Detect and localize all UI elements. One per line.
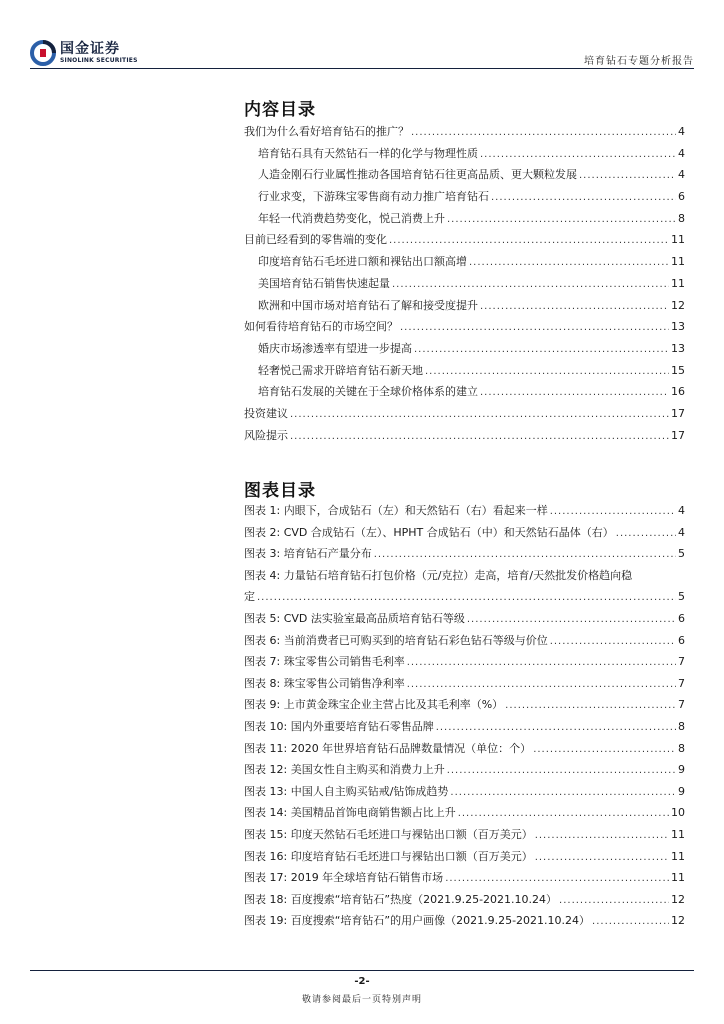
toc-entry[interactable]: [244, 210, 685, 232]
entry-title[interactable]: 欧洲和中国市场对培育钻石了解和接受度提升: [258, 298, 478, 312]
entry-page-number[interactable]: 4: [678, 125, 685, 138]
entry-title[interactable]: 图表 5: CVD 法实验室最高品质培育钻石等级: [244, 611, 465, 625]
entry-title[interactable]: 我们为什么看好培育钻石的推广？: [244, 125, 409, 138]
page-number: -2-: [354, 976, 370, 987]
toc-entry[interactable]: [244, 188, 685, 210]
figure-entry[interactable]: [244, 545, 685, 567]
entry-title[interactable]: 图表 13: 中国人自主购买钻戒/钻饰成趋势: [244, 784, 449, 798]
entry-page-number[interactable]: 4: [678, 504, 685, 517]
dot-leader: [616, 528, 676, 539]
toc-entry[interactable]: [244, 427, 685, 449]
entry-page-number[interactable]: 11: [671, 871, 685, 885]
entry-title[interactable]: 图表 8: 珠宝零售公司销售净利率: [244, 676, 405, 690]
entry-title[interactable]: 美国培育钻石销售快速起量: [258, 276, 390, 290]
entry-title[interactable]: 图表 16: 印度培育钻石毛坯进口与裸钻出口额（百万美元）: [244, 849, 533, 863]
entry-page-number[interactable]: 11: [671, 849, 685, 863]
dot-leader: [407, 679, 676, 690]
entry-page-number[interactable]: 9: [678, 763, 685, 777]
dot-leader: [257, 592, 676, 603]
toc-entry[interactable]: [244, 253, 685, 275]
footer-divider: [30, 970, 694, 971]
entry-title[interactable]: 培育钻石具有天然钻石一样的化学与物理性质: [258, 146, 478, 160]
figure-entry[interactable]: [244, 804, 685, 826]
figure-entry[interactable]: [244, 740, 685, 762]
entry-title[interactable]: 风险提示: [244, 428, 288, 442]
dot-leader: [425, 366, 669, 377]
entry-title[interactable]: 培育钻石发展的关键在于全球价格体系的建立: [258, 385, 478, 399]
contents-list: [244, 123, 685, 448]
entry-page-number[interactable]: 4: [678, 525, 685, 539]
toc-entry[interactable]: [244, 297, 685, 319]
entry-title[interactable]: 轻奢悦己需求开辟培育钻石新天地: [258, 363, 423, 377]
logo-chinese-name: 国金证券: [60, 41, 120, 57]
figures-list: [244, 502, 685, 934]
entry-page-number[interactable]: 13: [671, 341, 685, 355]
figure-entry[interactable]: [244, 653, 685, 675]
figure-entry[interactable]: [244, 610, 685, 632]
dot-leader: [491, 192, 676, 203]
toc-entry[interactable]: [244, 318, 685, 340]
entry-title[interactable]: 图表 3: 培育钻石产量分布: [244, 547, 372, 561]
dot-leader: [447, 765, 676, 776]
dot-leader: [533, 744, 676, 755]
toc-entry[interactable]: [244, 123, 685, 145]
dot-leader: [535, 852, 669, 863]
entry-page-number[interactable]: 13: [671, 320, 685, 334]
dot-leader: [467, 614, 676, 625]
dot-leader: [480, 387, 669, 398]
entry-page-number[interactable]: 5: [678, 590, 685, 604]
figure-entry[interactable]: [244, 826, 685, 848]
report-title: 培育钻石专题分析报告: [584, 56, 694, 67]
entry-page-number[interactable]: 9: [678, 784, 685, 798]
entry-title[interactable]: 图表 10: 国内外重要培育钻石零售品牌: [244, 719, 434, 733]
company-logo: [30, 40, 138, 66]
entry-title[interactable]: 如何看待培育钻石的市场空间？: [244, 320, 398, 334]
figures-title: 图表目录: [244, 481, 316, 501]
entry-page-number[interactable]: 15: [671, 363, 685, 377]
entry-page-number[interactable]: 11: [671, 276, 685, 290]
entry-page-number[interactable]: 7: [678, 698, 685, 712]
toc-entry[interactable]: [244, 145, 685, 167]
entry-page-number[interactable]: 10: [671, 806, 685, 820]
dot-leader: [535, 830, 669, 841]
disclaimer-note: 敬请参阅最后一页特别声明: [301, 995, 422, 1005]
dot-leader: [550, 506, 676, 517]
toc-entry[interactable]: [244, 166, 685, 188]
dot-leader: [579, 170, 676, 181]
dot-leader: [592, 916, 669, 927]
entry-title[interactable]: 图表 9: 上市黄金珠宝企业主营占比及其毛利率（%）: [244, 698, 504, 712]
dot-leader: [559, 895, 669, 906]
dot-leader: [414, 344, 669, 355]
entry-title[interactable]: 人造金刚石行业属性推动各国培育钻石往更高品质、更大颗粒发展: [258, 168, 577, 182]
entry-title[interactable]: 图表 11: 2020 年世界培育钻石品牌数量情况（单位：个）: [244, 741, 532, 755]
page-header: [30, 40, 694, 68]
entry-title[interactable]: 投资建议: [244, 406, 288, 420]
entry-title[interactable]: 图表 19: 百度搜索“培育钻石”的用户画像（2021.9.25-2021.10.24）: [244, 914, 591, 928]
sinolink-logo-icon: [30, 40, 56, 66]
entry-page-number[interactable]: 6: [678, 633, 685, 647]
entry-page-number[interactable]: 8: [678, 741, 685, 755]
dot-leader: [445, 873, 669, 884]
entry-page-number[interactable]: 7: [678, 655, 685, 669]
entry-page-number[interactable]: 12: [671, 298, 685, 312]
dot-leader: [469, 257, 669, 268]
dot-leader: [505, 700, 676, 711]
entry-title[interactable]: 行业求变，下游珠宝零售商有动力推广培育钻石: [258, 190, 489, 204]
dot-leader: [447, 214, 676, 225]
entry-page-number[interactable]: 4: [678, 168, 685, 182]
dot-leader: [480, 301, 669, 312]
entry-title[interactable]: 图表 12: 美国女性自主购买和消费力上升: [244, 763, 445, 777]
figure-entry[interactable]: [244, 891, 685, 913]
entry-page-number[interactable]: 6: [678, 611, 685, 625]
dot-leader: [290, 431, 669, 442]
toc-entry[interactable]: [244, 405, 685, 427]
figure-entry[interactable]: [244, 848, 685, 870]
dot-leader: [450, 787, 676, 798]
entry-page-number[interactable]: 12: [671, 892, 685, 906]
figure-entry[interactable]: [244, 783, 685, 805]
dot-leader: [436, 722, 676, 733]
toc-entry[interactable]: [244, 340, 685, 362]
dot-leader: [480, 149, 676, 160]
dot-leader: [550, 636, 676, 647]
entry-page-number[interactable]: 4: [678, 146, 685, 160]
entry-title[interactable]: 婚庆市场渗透率有望进一步提高: [258, 341, 412, 355]
figure-entry[interactable]: [244, 761, 685, 783]
header-divider: [30, 68, 694, 69]
entry-page-number[interactable]: 17: [671, 428, 685, 442]
figure-entry[interactable]: [244, 675, 685, 697]
entry-title[interactable]: 图表 7: 珠宝零售公司销售毛利率: [244, 655, 405, 669]
entry-page-number[interactable]: 11: [671, 255, 685, 269]
toc-title: 内容目录: [244, 100, 316, 120]
toc-entry[interactable]: [244, 362, 685, 384]
entry-title[interactable]: 图表 18: 百度搜索“培育钻石”热度（2021.9.25-2021.10.24）: [244, 892, 558, 906]
figure-entry[interactable]: [244, 502, 685, 524]
entry-page-number[interactable]: 12: [671, 914, 685, 928]
entry-page-number[interactable]: 11: [671, 233, 685, 247]
dot-leader: [392, 279, 669, 290]
entry-page-number[interactable]: 8: [678, 719, 685, 733]
dot-leader: [400, 322, 669, 333]
entry-page-number[interactable]: 17: [671, 406, 685, 420]
toc-entry[interactable]: [244, 275, 685, 297]
entry-page-number[interactable]: 11: [671, 827, 685, 841]
entry-title[interactable]: 图表 17: 2019 年全球培育钻石销售市场: [244, 871, 444, 885]
entry-page-number[interactable]: 6: [678, 190, 685, 204]
toc-entry[interactable]: [244, 383, 685, 405]
entry-title[interactable]: 年轻一代消费趋势变化，悦己消费上升: [258, 211, 445, 225]
figure-entry[interactable]: [244, 632, 685, 654]
entry-page-number[interactable]: 16: [671, 385, 685, 399]
entry-title[interactable]: 图表 14: 美国精品首饰电商销售额占比上升: [244, 806, 456, 820]
logo-english-name: SINOLINK SECURITIES: [60, 57, 138, 64]
entry-title[interactable]: 图表 1: 内眼下，合成钻石（左）和天然钻石（右）看起来一样: [244, 504, 548, 517]
dot-leader: [407, 657, 676, 668]
dot-leader: [290, 409, 669, 420]
figure-entry[interactable]: [244, 718, 685, 740]
entry-title[interactable]: 图表 2: CVD 合成钻石（左）、HPHT 合成钻石（中）和天然钻石晶体（右）: [244, 525, 614, 539]
entry-page-number[interactable]: 5: [678, 547, 685, 561]
entry-title[interactable]: 图表 15: 印度天然钻石毛坯进口与裸钻出口额（百万美元）: [244, 827, 533, 841]
figure-entry[interactable]: [244, 869, 685, 891]
dot-leader: [374, 549, 676, 560]
toc-entry[interactable]: [244, 231, 685, 253]
figure-entry[interactable]: [244, 696, 685, 718]
figure-entry[interactable]: [244, 588, 685, 610]
figure-entry-first-line[interactable]: 图表 4: 力量钻石培育钻石打包价格（元/克拉）走高，培育/天然批发价格趋向稳: [244, 568, 633, 582]
dot-leader: [458, 808, 669, 819]
entry-title[interactable]: 目前已经看到的零售端的变化: [244, 233, 387, 247]
entry-title[interactable]: 印度培育钻石毛坯进口额和裸钻出口额高增: [258, 255, 467, 269]
dot-leader: [411, 127, 676, 138]
entry-page-number[interactable]: 7: [678, 676, 685, 690]
figure-entry[interactable]: [244, 912, 685, 934]
entry-title[interactable]: 图表 6: 当前消费者已可购买到的培育钻石彩色钻石等级与价位: [244, 633, 548, 647]
entry-page-number[interactable]: 8: [678, 211, 685, 225]
entry-title[interactable]: 定: [244, 590, 255, 604]
dot-leader: [389, 235, 669, 246]
figure-entry[interactable]: [244, 524, 685, 546]
